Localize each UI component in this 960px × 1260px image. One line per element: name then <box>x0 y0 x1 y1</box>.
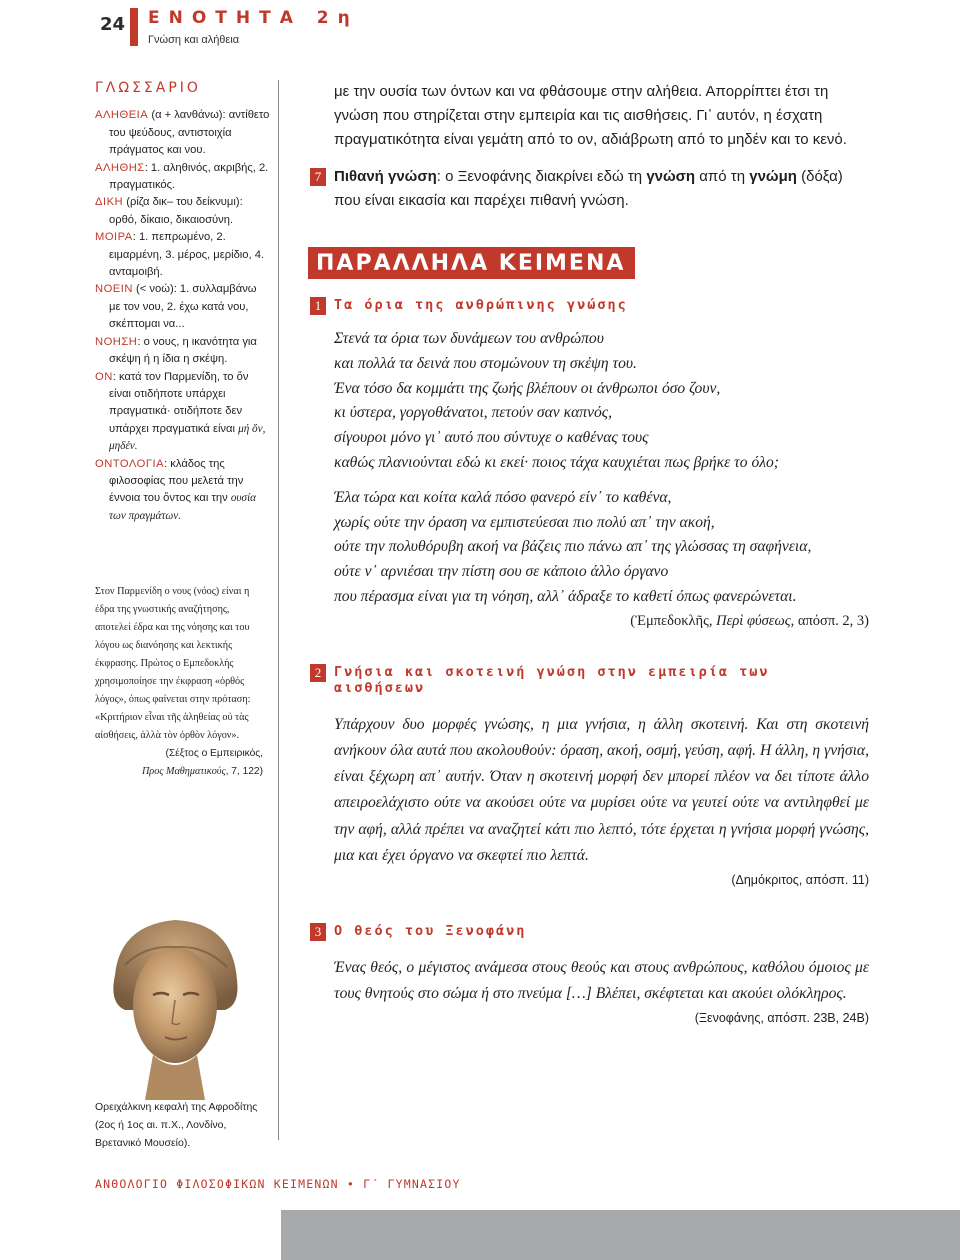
glossary-term: ΔΙΚΗ <box>95 196 124 209</box>
glossary-term: ΝΟΕΙΝ <box>95 283 133 296</box>
poem-line: κι ύστερα, γοργοθάνατοι, πετούν σαν καπνός, <box>334 404 613 422</box>
unit-title: ΕΝΟΤΗΤΑ 2η <box>148 8 359 28</box>
glossary-definition: (α + λανθάνω): αντίθετο του ψεύδους, αντιστοιχία πράγματος και νου. <box>109 109 270 157</box>
note-term: γνώση <box>646 168 696 185</box>
image-caption: Ορειχάλκινη κεφαλή της Αφροδίτης (2ος ή 1ος αι. π.Χ., Λονδίνο, Βρετανικό Μουσείο). <box>95 1101 258 1149</box>
glossary-item <box>95 281 270 333</box>
footer-bar <box>281 1210 960 1260</box>
glossary-definition: : κλάδος της φιλοσοφίας που μελετά την έννοια του ὄντος και την <box>109 457 244 505</box>
glossary-item <box>95 107 270 159</box>
section-title: Ο θεός του Ξενοφάνη <box>334 922 527 939</box>
glossary-item <box>95 229 270 281</box>
note-text: από τη <box>695 168 750 185</box>
glossary-term: ΟΝΤΟΛΟΓΙΑ <box>95 457 165 470</box>
section-number-badge: 2 <box>310 664 326 682</box>
glossary-definition: : 1. πεπρωμένο, 2. ειμαρμένη, 3. μέρος, μερίδιο, 4. ανταμοιβή. <box>109 231 265 279</box>
poem-line: Έλα τώρα και κοίτα καλά πόσο φανερό είν᾽ το καθένα, <box>334 488 672 506</box>
side-note <box>95 583 263 781</box>
section-text: Ένας θεός, ο μέγιστος ανάμεσα στους θεούς και στους ανθρώπους, καθόλου όμοιος με τους θνητούς στο σώμα ή στο πνεύμα […] Βλέπει, σκέφτεται και ακούει ολόκληρος. <box>334 958 869 1003</box>
parallel-text-section <box>314 663 869 887</box>
glossary-item <box>95 456 270 526</box>
glossary-term: ΝΟΗΣΗ <box>95 335 138 348</box>
lead-paragraph: με την ουσία των όντων και να φθάσουμε στην αλήθεια. Απορρίπτει έτσι τη γνώση που στηρίζεται στην εμπειρία και τις αισθήσεις. Γι᾽ αυτόν, η έσχατη πραγματικότητα είναι γεμάτη από το ον, αδιάβρωτη από το μηδέν και το κενό. <box>334 83 847 148</box>
glossary-item <box>95 194 270 229</box>
section-number-badge: 3 <box>310 923 326 941</box>
source-work: Περὶ φύσεως <box>716 612 791 629</box>
section-title: Τα όρια της ανθρώπινης γνώσης <box>334 297 628 313</box>
glossary-term: ΑΛΗΘΗΣ <box>95 161 145 174</box>
source-author: (Ἐμπεδοκλῆς, <box>630 612 717 629</box>
poem-line: και πολλά τα δεινά που στομώνουν τη σκέψη του. <box>334 354 637 372</box>
note-text: (δόξα) που είναι εικασία και παρέχει πιθανή γνώση. <box>334 168 843 209</box>
side-note-source-ref: , 7, 122) <box>225 766 263 777</box>
section-source: (Ξενοφάνης, απόσπ. 23Β, 24Β) <box>694 1011 869 1026</box>
glossary-term: ΜΟΙΡΑ <box>95 231 133 244</box>
glossary <box>95 80 270 525</box>
poem <box>334 327 869 610</box>
section-source <box>334 613 869 630</box>
parallel-text-section <box>314 922 869 1026</box>
section-title: Γνήσια και σκοτεινή γνώση στην εμπειρία των αισθήσεων <box>334 663 770 696</box>
glossary-definition-italic: μή ὄν, μηδέν. <box>109 422 266 453</box>
parallel-texts-heading: ΠΑΡΑΛΛΗΛΑ ΚΕΙΜΕΝΑ <box>308 247 635 279</box>
note-text: : ο Ξενοφάνης διακρίνει εδώ τη <box>436 168 647 185</box>
side-note-source <box>95 745 263 781</box>
note-term: γνώμη <box>749 168 797 185</box>
section-text: Υπάρχουν δυο μορφές γνώσης, η μια γνήσια, η άλλη σκοτεινή. Και στη σκοτεινή ανήκουν όλα αυτά που ακολουθούν: όραση, ακοή, οσμή, γεύση, αφή. Η άλλη, η γνήσια, είναι ξέχωρη απ᾽ αυτήν. Όταν η σκοτεινή μορφή δεν μπορεί πλέον να δει τίποτε άλλο απειροελάχιστο ούτε να ακούσει ούτε να μυρίσει ούτε να γευτεί ούτε να αντιληφθεί με την αφή, αλλά πρέπει να αναζητεί κάτι πιο λεπτό, τότε έρχεται η γνήσια μορφή γνώσης, μια και έχει όργανο να σκεφτεί πιο λεπτά. <box>334 715 869 864</box>
side-note-source-work: Προς Μαθηματικούς <box>141 766 226 777</box>
poem-line: χωρίς ούτε την όραση να εμπιστεύεσαι πιο πολύ απ᾽ την ακοή, <box>334 513 715 531</box>
glossary-definition: (< νοώ): 1. συλλαμβάνω με τον νου, 2. έχω κατά νου, σκέπτομαι να... <box>109 283 257 331</box>
glossary-definition: : κατά τον Παρμενίδη, το ὄν είναι οτιδήποτε υπάρχει πραγματικά· οτιδήποτε δεν υπάρχει πραγματικά είναι <box>109 370 249 435</box>
poem-line: ούτε την πολυθόρυβη ακοή να βάζεις πιο πάνω απ᾽ της γλώσσας τη σαφήνεια, <box>334 538 812 556</box>
page-number: 24 <box>100 14 126 35</box>
poem-line: Ένα τόσο δα κομμάτι της ζωής βλέπουν οι άνθρωποι όσο ζουν, <box>334 379 721 397</box>
aphrodite-bust-image <box>95 905 255 1100</box>
parallel-text-section <box>314 297 869 630</box>
poem-line: Στενά τα όρια των δυνάμεων του ανθρώπου <box>334 330 604 347</box>
glossary-definition: : 1. αληθινός, ακριβής, 2. πραγματικός. <box>109 161 269 192</box>
section-number-badge: 1 <box>310 297 326 315</box>
header-accent-bar <box>130 8 138 46</box>
glossary-definition: : ο νους, η ικανότητα για σκέψη ή η ίδια η σκέψη. <box>109 335 257 366</box>
glossary-item <box>95 334 270 369</box>
footer-text: ΑΝΘΟΛΟΓΙΟ ΦΙΛΟΣΟΦΙΚΩΝ ΚΕΙΜΕΝΩΝ • Γ΄ ΓΥΜΝΑΣΙΟΥ <box>95 1177 461 1191</box>
glossary-item <box>95 369 270 456</box>
glossary-item <box>95 160 270 195</box>
glossary-definition: (ρίζα δικ– του δείκνυμι): ορθό, δίκαιο, δικαιοσύνη. <box>109 196 243 226</box>
glossary-term: ΟΝ <box>95 370 113 383</box>
source-ref: , απόσπ. 2, 3) <box>790 612 869 629</box>
poem-line: σίγουροι μόνο γι᾽ αυτό που σύντυχε ο καθένας τους <box>334 429 649 447</box>
glossary-title: ΓΛΩΣΣΑΡΙΟ <box>95 80 201 96</box>
poem-line: που πέρασμα είναι για τη νόηση, αλλ᾽ άδραξε το καθετί όπως φανερώνεται. <box>334 587 797 605</box>
margin-note <box>314 165 869 213</box>
side-note-text: Στον Παρμενίδη ο νους (νόος) είναι η έδρα της γνωστικής αναζήτησης, αποτελεί έδρα και της νόησης και του λόγου ως διανόησης και λεκτικής έκφρασης. Πρώτος ο Εμπεδοκλής χρησιμοποίησε την έκφραση «ὀρθός λόγος», όπως φαίνεται στην πρόταση: «Κριτήριον εἶναι τῆς ἀληθείας οὐ τὰς αἰσθήσεις, ἀλλὰ τὸν ὀρθὸν λόγον». <box>95 586 251 741</box>
note-term: Πιθανή γνώση <box>334 168 437 185</box>
poem-line: καθώς πλανιούνται εδώ κι εκεί· ποιος τάχα καυχιέται πως βρήκε το όλο; <box>334 453 779 471</box>
column-divider <box>278 80 279 1140</box>
unit-subtitle: Γνώση και αλήθεια <box>148 34 240 46</box>
side-note-source-author: (Σέξτος ο Εμπειρικός, <box>165 748 263 759</box>
poem-line: ούτε ν᾽ αρνιέσαι την πίστη σου σε κάποιο άλλο όργανο <box>334 563 669 581</box>
glossary-definition-italic: ουσία των πραγμάτων. <box>109 492 257 522</box>
note-number-badge: 7 <box>310 168 326 186</box>
glossary-term: ΑΛΗΘΕΙΑ <box>95 109 149 122</box>
section-source: (Δημόκριτος, απόσπ. 11) <box>731 872 869 887</box>
main-column <box>314 80 869 1026</box>
